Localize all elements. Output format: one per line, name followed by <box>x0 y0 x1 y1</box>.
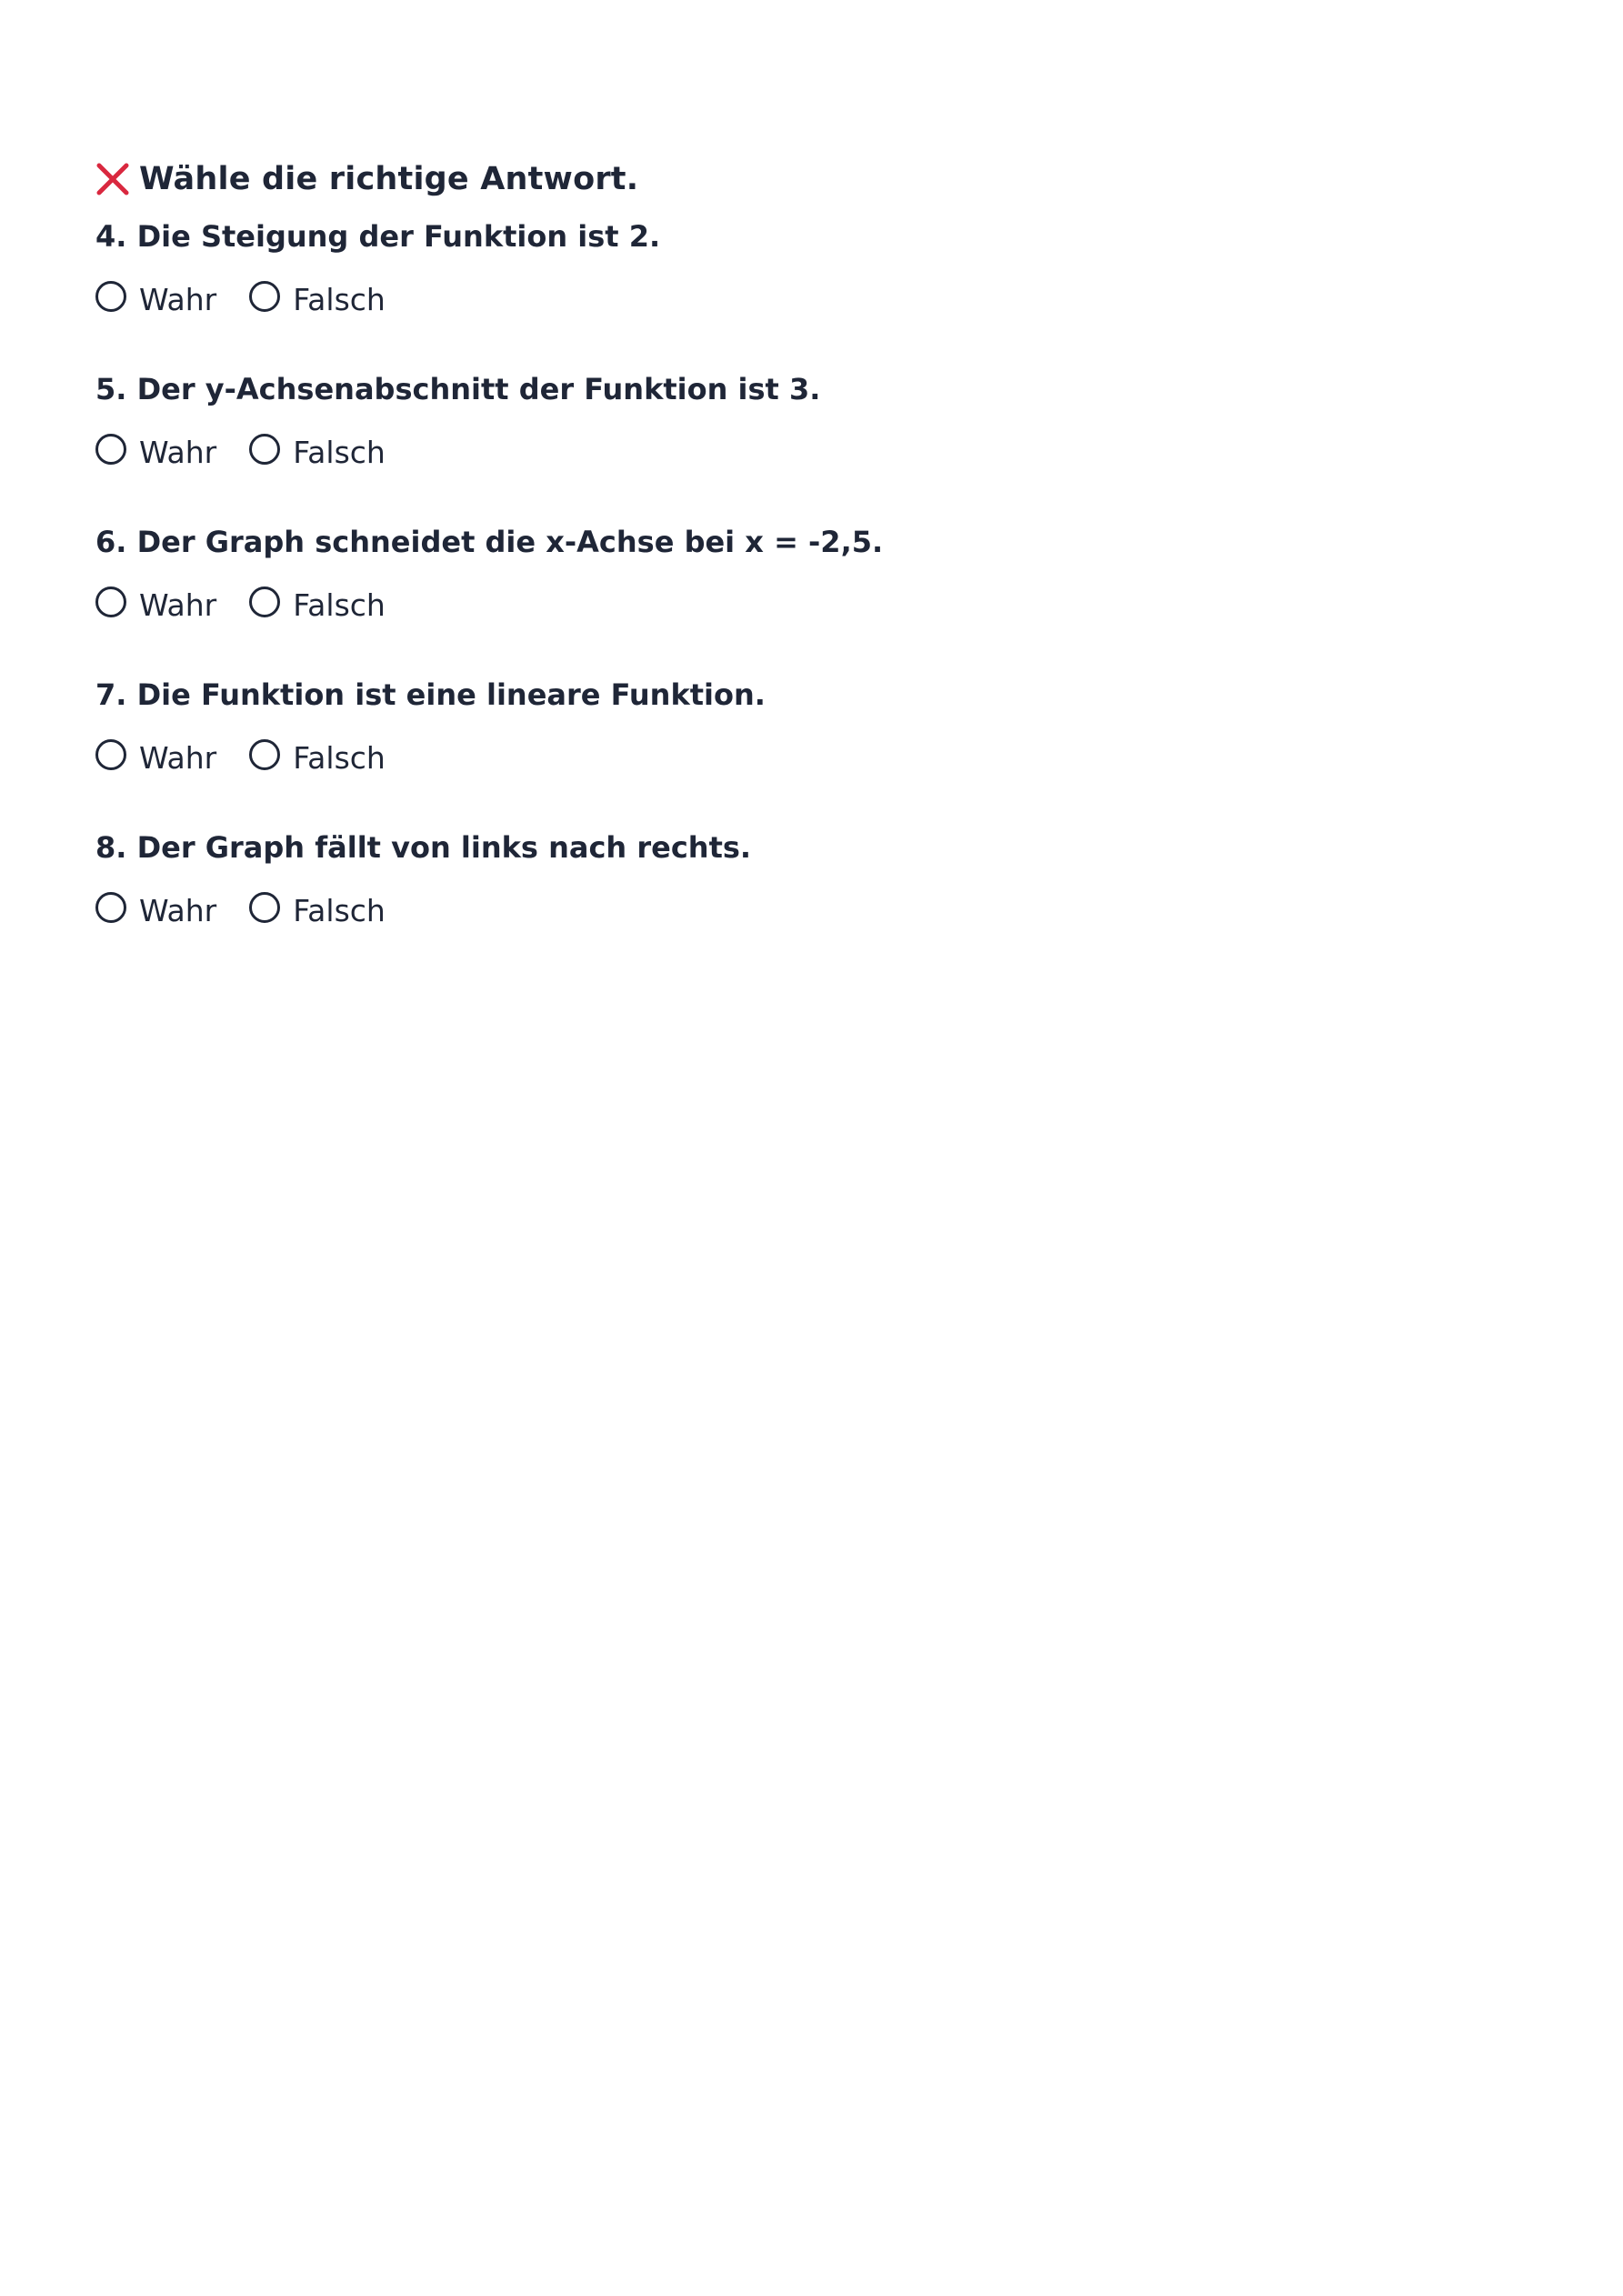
radio-button[interactable] <box>95 281 126 312</box>
option-falsch[interactable] <box>249 586 386 626</box>
radio-button[interactable] <box>95 892 126 923</box>
question-text: 6. Der Graph schneidet die x-Achse bei x = -2,5. <box>95 525 884 559</box>
answer-options <box>95 433 386 473</box>
option-label: Wahr <box>139 740 217 776</box>
answer-options <box>95 586 386 626</box>
radio-button[interactable] <box>249 892 280 923</box>
option-label: Falsch <box>293 435 386 470</box>
option-label: Falsch <box>293 740 386 776</box>
radio-button[interactable] <box>95 587 126 617</box>
option-label: Wahr <box>139 435 217 470</box>
option-falsch[interactable] <box>249 891 386 931</box>
radio-button[interactable] <box>249 739 280 770</box>
answer-options <box>95 738 386 778</box>
instruction-title: Wähle die richtige Antwort. <box>139 161 639 197</box>
option-label: Falsch <box>293 282 386 317</box>
question-5 <box>95 369 821 470</box>
option-label: Falsch <box>293 893 386 928</box>
radio-button[interactable] <box>95 434 126 465</box>
radio-button[interactable] <box>249 587 280 617</box>
option-wahr[interactable] <box>95 280 216 320</box>
radio-button[interactable] <box>249 281 280 312</box>
option-label: Wahr <box>139 893 217 928</box>
radio-button[interactable] <box>95 739 126 770</box>
option-wahr[interactable] <box>95 433 216 473</box>
option-label: Wahr <box>139 282 217 317</box>
radio-button[interactable] <box>249 434 280 465</box>
option-falsch[interactable] <box>249 280 386 320</box>
question-text: 8. Der Graph fällt von links nach rechts. <box>95 830 752 865</box>
question-4 <box>95 216 661 317</box>
question-text: 7. Die Funktion ist eine lineare Funktion. <box>95 677 766 712</box>
option-label: Falsch <box>293 587 386 623</box>
answer-options <box>95 280 386 320</box>
option-wahr[interactable] <box>95 586 216 626</box>
option-falsch[interactable] <box>249 738 386 778</box>
instruction-header <box>95 155 638 204</box>
question-text: 5. Der y-Achsenabschnitt der Funktion ist 3. <box>95 372 821 406</box>
question-8 <box>95 827 752 928</box>
question-6 <box>95 522 884 623</box>
option-falsch[interactable] <box>249 433 386 473</box>
question-text: 4. Die Steigung der Funktion ist 2. <box>95 219 661 254</box>
question-7 <box>95 675 766 776</box>
answer-options <box>95 891 386 931</box>
option-label: Wahr <box>139 587 217 623</box>
option-wahr[interactable] <box>95 738 216 778</box>
option-wahr[interactable] <box>95 891 216 931</box>
cross-icon <box>95 162 130 196</box>
